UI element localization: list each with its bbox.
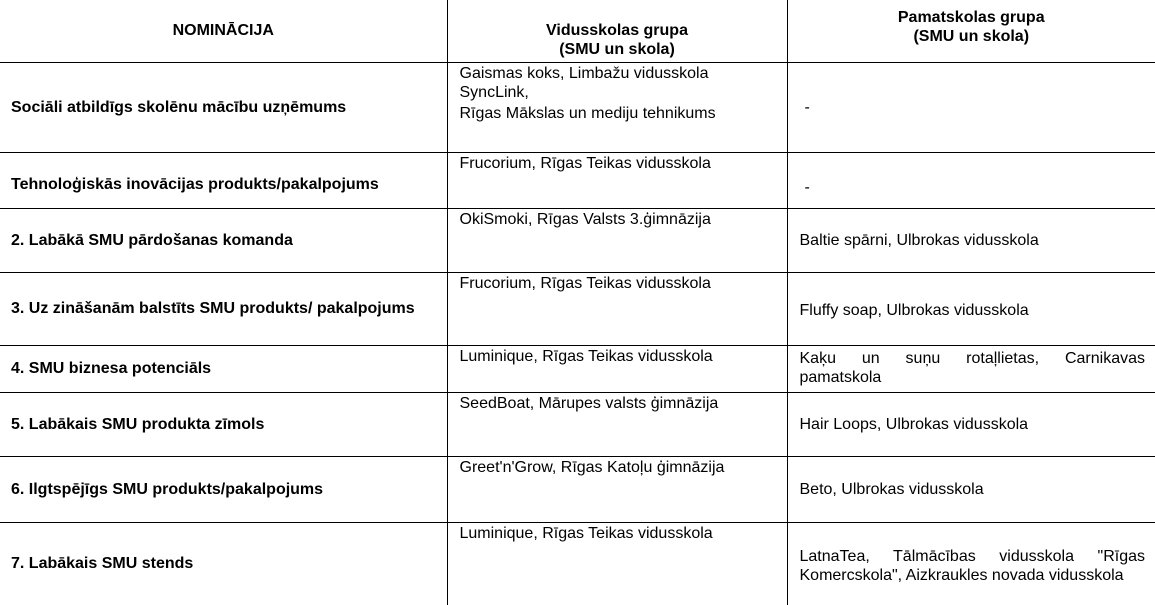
secondary-cell	[447, 345, 787, 392]
table-row	[0, 522, 1155, 605]
primary-cell: Baltie spārni, Ulbrokas vidusskola	[787, 208, 1155, 272]
secondary-entry: Luminique, Rīgas Teikas vidusskola	[459, 524, 713, 542]
nomination-cell: 6. Ilgtspējīgs SMU produkts/pakalpojums	[0, 456, 447, 522]
primary-cell: Fluffy soap, Ulbrokas vidusskola	[787, 272, 1155, 345]
nomination-cell: Sociāli atbildīgs skolēnu mācību uzņēmums	[0, 62, 447, 152]
header-primary-subtitle: (SMU un skola)	[913, 27, 1030, 45]
table-row	[0, 456, 1155, 522]
secondary-entry: SyncLink,	[459, 83, 529, 101]
nomination-cell: 3. Uz zināšanām balstīts SMU produkts/ pakalpojums	[0, 272, 447, 345]
table-row	[0, 62, 1155, 152]
secondary-entry: Frucorium, Rīgas Teikas vidusskola	[459, 154, 711, 172]
secondary-cell	[447, 208, 787, 272]
secondary-cell	[447, 456, 787, 522]
primary-cell: Hair Loops, Ulbrokas vidusskola	[787, 392, 1155, 456]
secondary-entry: Frucorium, Rīgas Teikas vidusskola	[459, 274, 711, 292]
table-row	[0, 208, 1155, 272]
secondary-cell	[447, 152, 787, 208]
primary-cell: Beto, Ulbrokas vidusskola	[787, 456, 1155, 522]
secondary-cell	[447, 272, 787, 345]
secondary-cell	[447, 62, 787, 152]
primary-cell: -	[787, 152, 1155, 208]
header-nomination-label: NOMINĀCIJA	[172, 22, 274, 40]
primary-cell: -	[787, 62, 1155, 152]
secondary-cell	[447, 392, 787, 456]
header-secondary-title: Vidusskolas grupa	[546, 21, 688, 39]
secondary-entry: Rīgas Mākslas un mediju tehnikums	[459, 104, 716, 122]
table-header-row	[0, 0, 1155, 62]
table-row	[0, 345, 1155, 392]
secondary-entry: Gaismas koks, Limbažu vidusskola	[459, 64, 709, 82]
secondary-entry: Greet'n'Grow, Rīgas Katoļu ģimnāzija	[459, 458, 725, 476]
nomination-cell: 4. SMU biznesa potenciāls	[0, 345, 447, 392]
table-row	[0, 152, 1155, 208]
secondary-entry: SeedBoat, Mārupes valsts ģimnāzija	[459, 394, 719, 412]
header-primary-title: Pamatskolas grupa	[897, 8, 1045, 26]
primary-cell: Kaķu un suņu rotaļlietas, Carnikavas pamatskola	[787, 345, 1155, 392]
nomination-cell: 7. Labākais SMU stends	[0, 522, 447, 605]
table-row	[0, 272, 1155, 345]
primary-cell: LatnaTea, Tālmācības vidusskola "Rīgas Komercskola", Aizkraukles novada vidusskola	[787, 522, 1155, 605]
secondary-entry: OkiSmoki, Rīgas Valsts 3.ģimnāzija	[459, 210, 711, 228]
header-primary-group	[787, 0, 1155, 62]
nomination-cell: 2. Labākā SMU pārdošanas komanda	[0, 208, 447, 272]
header-secondary-subtitle: (SMU un skola)	[559, 40, 675, 58]
secondary-cell	[447, 522, 787, 605]
header-nomination	[0, 0, 447, 62]
nomination-cell: 5. Labākais SMU produkta zīmols	[0, 392, 447, 456]
header-secondary-group	[447, 0, 787, 62]
table-row	[0, 392, 1155, 456]
nomination-cell: Tehnoloģiskās inovācijas produkts/pakalpojums	[0, 152, 447, 208]
secondary-entry: Luminique, Rīgas Teikas vidusskola	[459, 347, 713, 365]
